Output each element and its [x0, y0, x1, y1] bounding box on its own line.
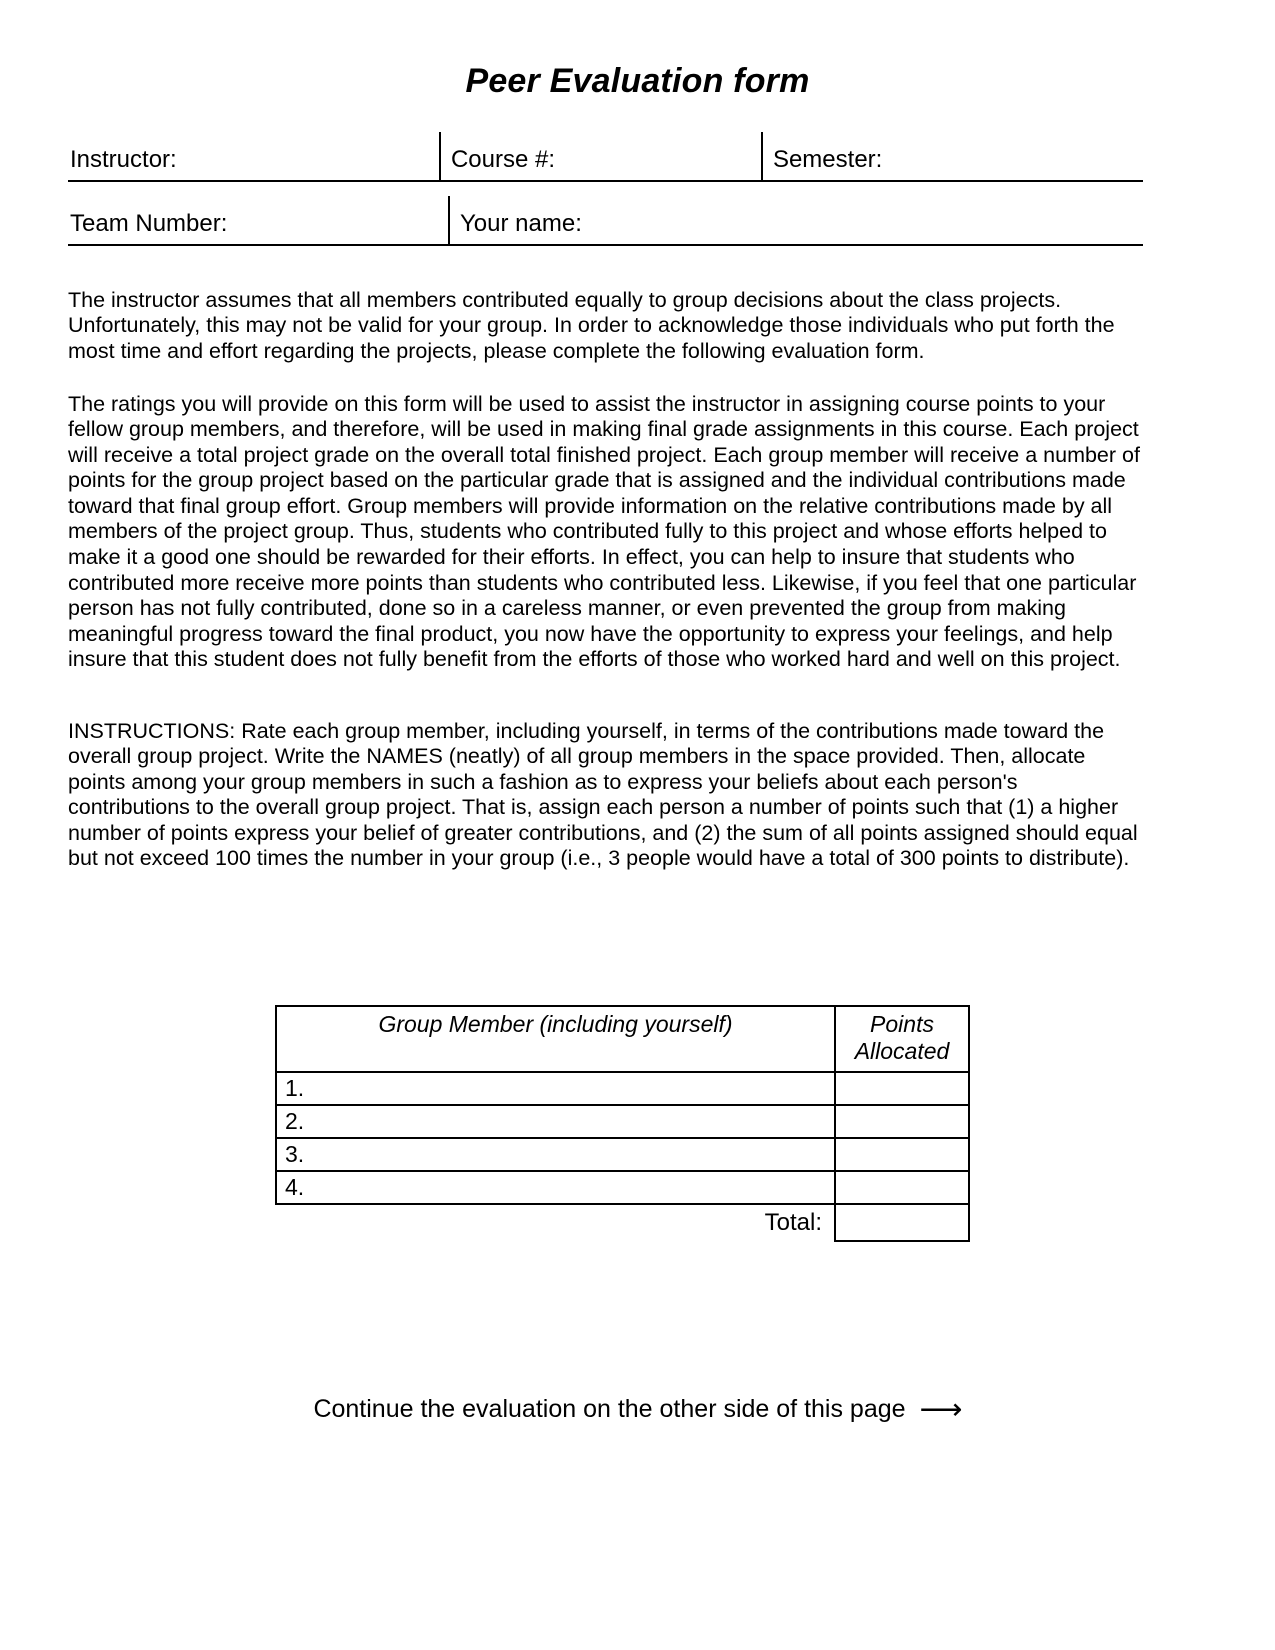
field-team-number-label: Team Number:: [70, 210, 228, 237]
table-total-row: [276, 1204, 969, 1241]
field-semester-label: Semester:: [772, 146, 883, 173]
points-allocation-table: [275, 1005, 970, 1242]
points-cell-4[interactable]: [835, 1171, 969, 1204]
column-header-points-line1: Points: [870, 1011, 934, 1037]
paragraph-ratings: The ratings you will provide on this form will be used to assist the instructor in assigning course points to your fellow group members, and therefore, will be used in making final grade assignments in this course. Each project will receive a total project grade on the overall total finished project. Each group member will receive a number of points for the group project based on the particular grade that is assigned and the individual contributions made toward that final group effort. Group members will provide information on the relative contributions made by all members of the project group. Thus, students who contributed fully to this project and whose efforts helped to make it a good one should be rewarded for their efforts. In effect, you can help to insure that students who contributed more receive more points than students who contributed less. Likewise, if you feel that one particular person has not fully contributed, done so in a careless manner, or even prevented the group from making meaningful progress toward the final product, you now have the opportunity to express your feelings, and help insure that this student does not fully benefit from the efforts of those who worked hard and well on this project.: [68, 391, 1140, 672]
column-header-points-line2: Allocated: [854, 1038, 950, 1064]
points-cell-3[interactable]: [835, 1138, 969, 1171]
field-instructor[interactable]: [68, 132, 440, 181]
field-course-number[interactable]: [440, 132, 762, 181]
right-arrow-icon: ⟶: [919, 1393, 962, 1426]
table-row: [276, 1105, 969, 1138]
page-title: Peer Evaluation form: [465, 62, 810, 100]
header-fields-row1: [68, 132, 1143, 182]
total-value-cell[interactable]: [835, 1204, 969, 1241]
member-number-4: 4.: [285, 1174, 305, 1200]
total-label: Total:: [764, 1209, 822, 1236]
table-row: [276, 1171, 969, 1204]
member-name-cell-2[interactable]: [276, 1105, 835, 1138]
table-header-row: [276, 1006, 969, 1072]
table-row: [68, 132, 1143, 181]
table-row: [276, 1138, 969, 1171]
field-instructor-label: Instructor:: [70, 146, 177, 173]
field-semester[interactable]: [762, 132, 1143, 181]
member-name-cell-3[interactable]: [276, 1138, 835, 1171]
field-team-number[interactable]: [68, 196, 449, 245]
column-header-group-member: Group Member (including yourself): [276, 1006, 835, 1072]
footer-text: Continue the evaluation on the other side of this page: [313, 1395, 906, 1423]
paragraph-instructions: INSTRUCTIONS: Rate each group member, including yourself, in terms of the contributions made toward the overall group project. Write the NAMES (neatly) of all group members in the space provided. Then, allocate points among your group members in such a fashion as to express your beliefs about each person's contributions to the overall group project. That is, assign each person a number of points such that (1) a higher number of points express your belief of greater contributions, and (2) the sum of all points assigned should equal but not exceed 100 times the number in your group (i.e., 3 people would have a total of 300 points to distribute).: [68, 718, 1138, 871]
paragraph-intro: The instructor assumes that all members contributed equally to group decisions about the class projects. Unfortunately, this may not be valid for your group. In order to acknowledge those individuals who put forth the most time and effort regarding the projects, please complete the following evaluation form.: [68, 287, 1115, 363]
member-number-2: 2.: [285, 1108, 305, 1134]
table-row: [68, 196, 1143, 245]
member-name-cell-4[interactable]: [276, 1171, 835, 1204]
points-cell-1[interactable]: [835, 1072, 969, 1105]
field-your-name[interactable]: [449, 196, 1143, 245]
points-cell-2[interactable]: [835, 1105, 969, 1138]
field-your-name-label: Your name:: [460, 210, 582, 237]
field-course-number-label: Course #:: [450, 146, 556, 173]
member-number-1: 1.: [285, 1075, 305, 1101]
header-fields-row2: [68, 196, 1143, 246]
column-header-points-allocated: [835, 1006, 969, 1072]
table-row: [276, 1072, 969, 1105]
member-number-3: 3.: [285, 1141, 305, 1167]
member-name-cell-1[interactable]: [276, 1072, 835, 1105]
footer-continue-note: [0, 1395, 1275, 1425]
